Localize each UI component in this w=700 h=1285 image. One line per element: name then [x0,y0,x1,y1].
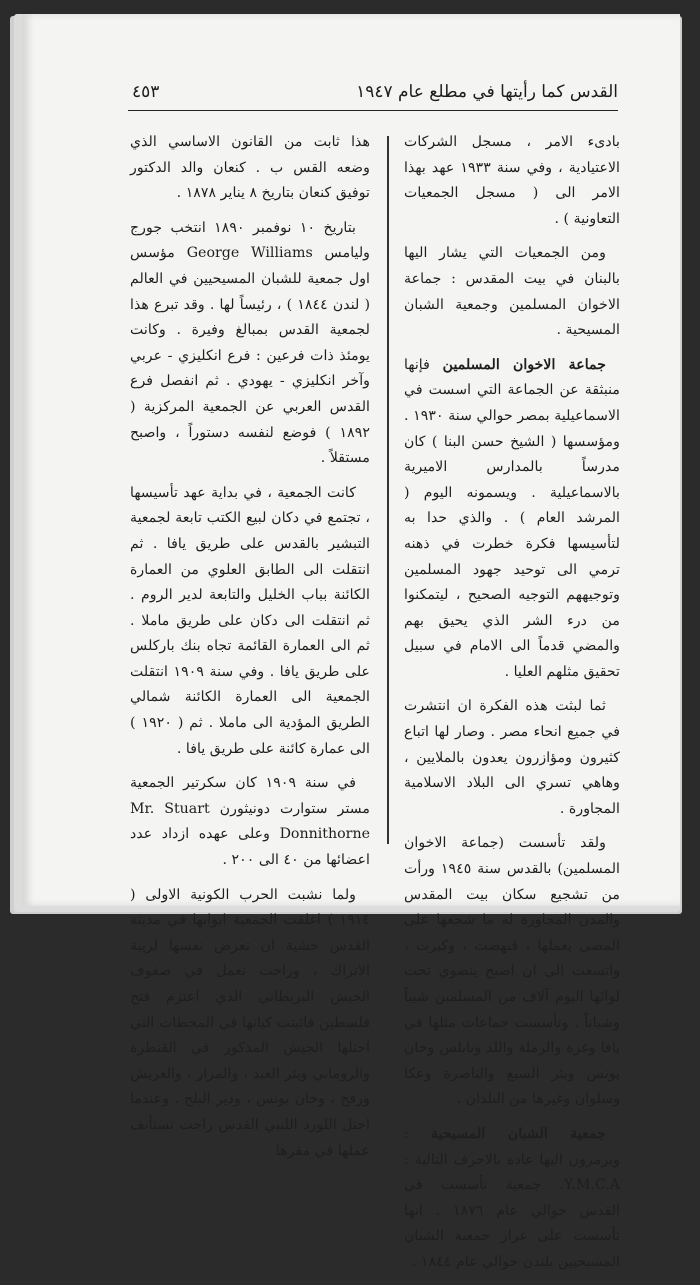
paragraph: ولما نشبت الحرب الكونية الاولى ( ١٩١٤ ) اغلقت الجمعية ابوابها في مدينة القدس خشية ان تعرض نفسها لريبة الاتراك ، وراحت تعمل في صفوف الجيش البريطاني الذي اعتزم فتح فلسطين فاثبتت كيانها في المحطات التي احتلها الجيش المذكور في القنطرة والروماني وبئر العبد ، والمزار ، والعريش ورفح ، وخان يونس ، ودير البلح . وعندما احتل اللورد اللنبي القدس راحت تستأنف عملها في مقرها [130,886,370,1159]
column-divider [387,136,389,844]
paragraph [404,353,620,686]
paragraph: هذا ثابت من القانون الاساسي الذي وضعه القس ب . كنعان والد الدكتور توفيق كنعان بتاريخ ٨ يناير ١٨٧٨ . [130,134,370,202]
paragraph: بتاريخ ١٠ نوفمبر ١٨٩٠ انتخب جورج وليامس George Williams مؤسس اول جمعية للشبان المسيحيين في العالم ( لندن ١٨٤٤ ) ، رئيساً لها . وقد تبرع هذا لجمعية القدس بمبالغ وفيرة . وكانت يومئذ ذات فرعين : فرع انكليزي - عربي وآخر انكليزي - يهودي . ثم انفصل فرع القدس العربي عن الجمعية المركزية ( ١٨٩٢ ) فوضع لنفسه دستوراً ، واصبح مستقلاً . [130,219,371,467]
page-header [128,80,618,111]
left-column [130,130,370,1173]
paragraph [404,1122,620,1276]
book-page [22,14,680,1270]
paragraph: كانت الجمعية ، في بداية عهد تأسيسها ، تجتمع في دكان لبيع الكتب تابعة لجمعية التبشير بالقدس على طريق يافا . ثم انتقلت الى الطابق العلوي من العمارة الكائنة بباب الخليل والتابعة لدير الروم . ثم انتقلت الى دكان على طريق ماملا . ثم الى العمارة القائمة تجاه بنك باركلس على طريق يافا . وفي سنة ١٩٠٩ انتقلت الجمعية الى العمارة الكائنة شمالي الطريق المؤدية الى ماملا . ثم ( ١٩٢٠ ) الى عمارة كائنة على طريق يافا . [130,484,371,757]
page-number: ٤٥٣ [132,82,160,102]
paragraph: بادىء الامر ، مسجل الشركات الاعتيادية ، وفي سنة ١٩٣٣ عهد بهذا الامر الى ( مسجل الجمعيات التعاونية ) . [404,134,620,227]
right-column [404,130,620,1285]
paragraph: ومن الجمعيات التي يشار اليها بالبنان في بيت المقدس : جماعة الاخوان المسلمين وجمعية الشبان المسيحية . [404,245,620,339]
paragraph: في سنة ١٩٠٩ كان سكرتير الجمعية مستر ستوارت دونيثورن Mr. Stuart Donnithorne وعلى عهده ازداد عدد اعضائها من ٤٠ الى ٢٠٠ . [130,775,370,869]
paragraph-text: : ويرمزون اليها عادة بالاحرف التالية : Y.M.C.A. جمعية تأسست في القدس حوالي عام ١٨٧٦ . انها تأسست على غرار جمعية الشبان المسيحيين بلندن حوالي عام ١٨٤٤ . [404,1125,620,1270]
paragraph: ثما لبثت هذه الفكرة ان انتشرت في جميع انحاء مصر . وصار لها اتباع كثيرون ومؤازرون يعدون بالملايين ، وهاهي تسري الى البلاد الاسلامية المجاورة . [404,698,620,817]
paragraph: ولقد تأسست (جماعة الاخوان المسلمين) بالقدس سنة ١٩٤٥ ورأت من تشجيع سكان بيت المقدس والمدن المجاورة له ما شجعها على المضي بعملها ، فنهضت ، وكبرت ، واتسعت الى ان اصبح ينضوي تحت لوائها اليوم آلاف من المسلمين شيباً وشباناً . وتأسست جماعات مثلها في يافا وغزة والرملة واللد ونابلس وخان يونس وبئر السبع والناصرة وعكا وسلوان وغيرها من البلدان . [404,835,620,1108]
section-heading: جماعة الاخوان المسلمين [442,356,606,373]
paragraph-text: فإنها منبثقة عن الجماعة التي اسست في الاسماعيلية بمصر حوالي سنة ١٩٣٠ . ومؤسسها ( الشيخ حسن البنا ) كان مدرساً بالمدارس الاميرية بالاسماعيلية . ويسمونه اليوم ( المرشد العام ) . والذي حدا به لتأسيسها فكرة خطرت في ذهنه ترمي الى توحيد جهود المسلمين وتوجيههم التوجيه الصحيح ، ليتمكنوا من درء الشر الذي يحيق بهم والمضي قدماً الى الامام في سبيل تحقيق مثلهم العليا . [404,356,620,680]
section-heading: جمعية الشبان المسيحية [430,1125,606,1142]
running-title: القدس كما رأيتها في مطلع عام ١٩٤٧ [356,82,618,102]
